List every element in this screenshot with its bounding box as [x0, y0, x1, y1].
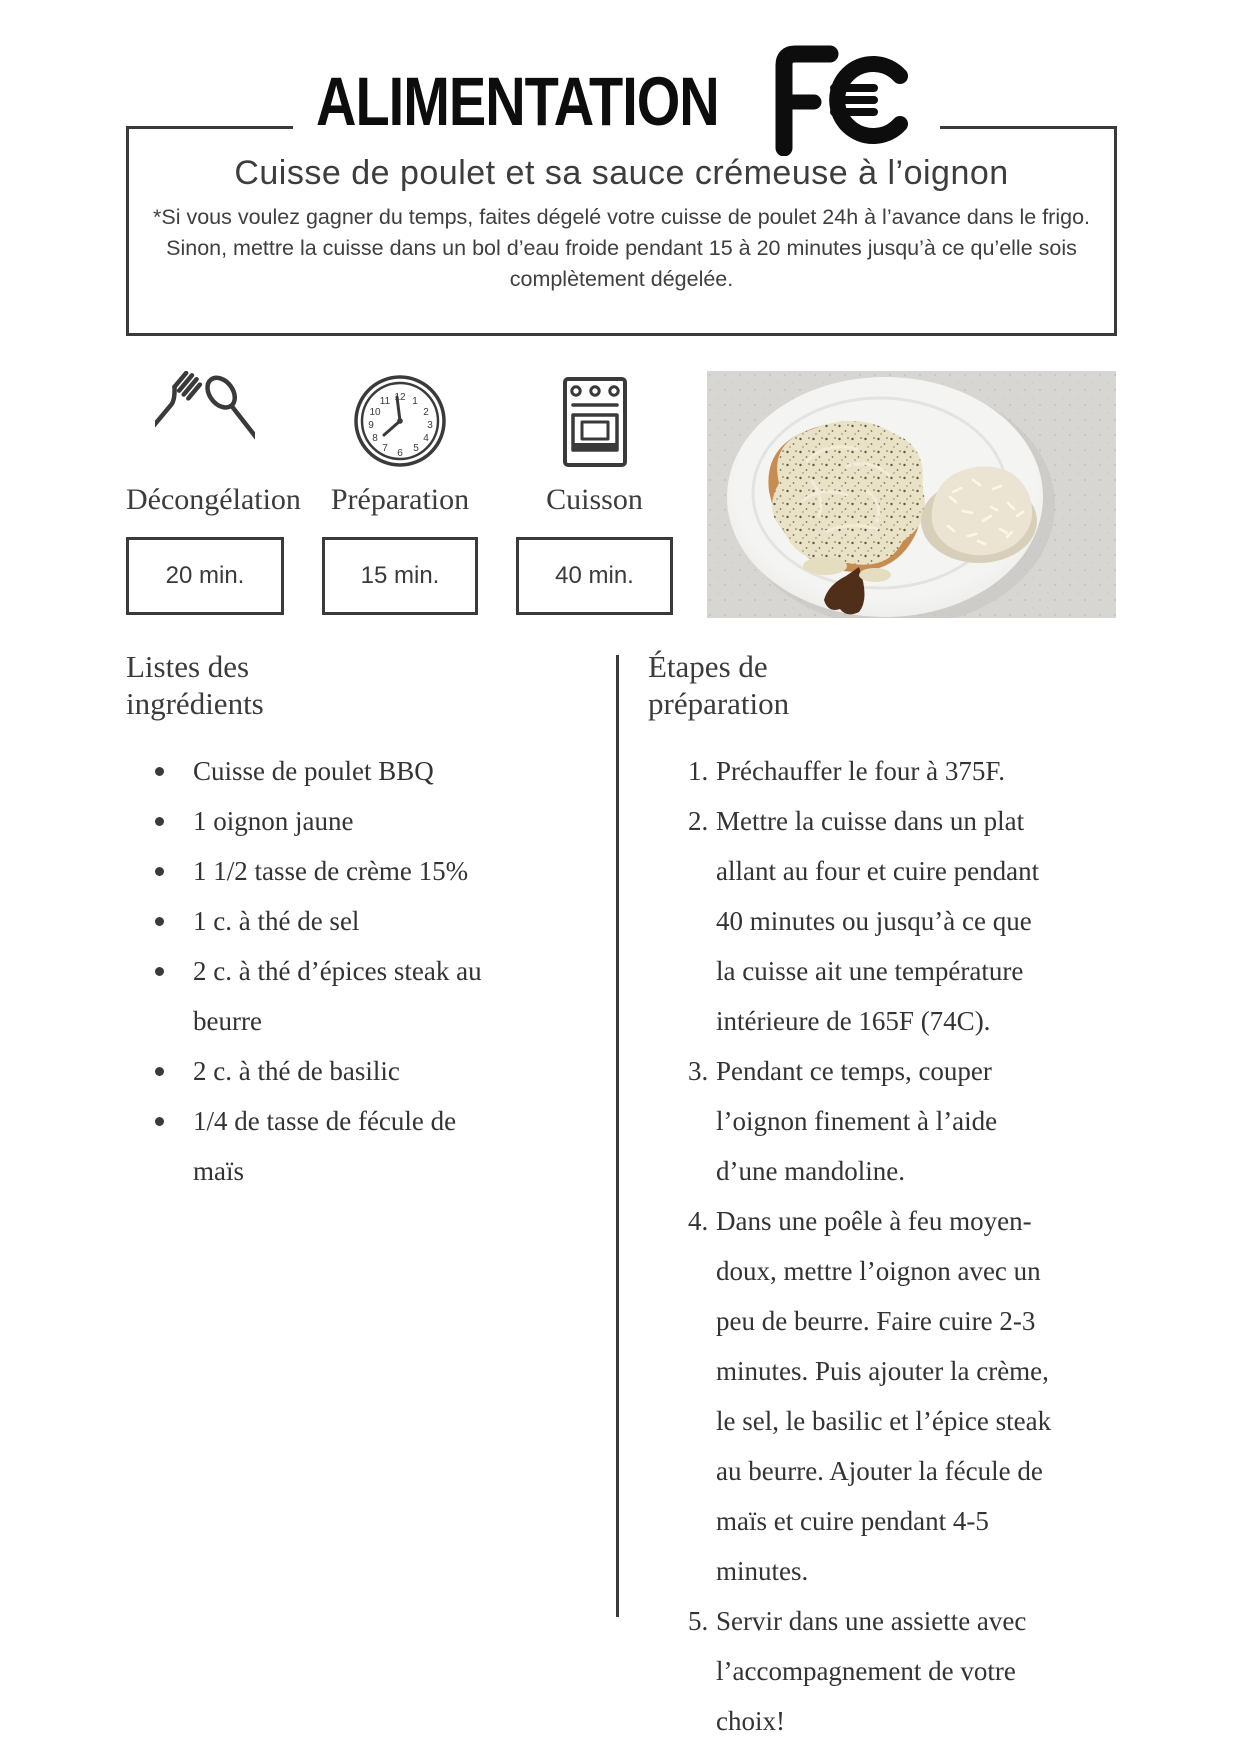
label-preparation: Préparation — [330, 483, 470, 516]
step-text: Pendant ce temps, couper l’oignon finement à l’aide d’une mandoline. — [716, 1056, 998, 1186]
svg-text:7: 7 — [382, 443, 388, 454]
ingredient-item — [152, 896, 504, 946]
svg-text:2: 2 — [423, 407, 429, 418]
dish-photo — [707, 371, 1116, 618]
step-number: 4. — [688, 1206, 709, 1236]
ingredient-text: 1/4 de tasse de fécule de maïs — [193, 1106, 457, 1186]
oven-icon — [516, 371, 673, 471]
ingredient-item — [152, 796, 504, 846]
steps-heading: Étapes de préparation — [648, 649, 790, 721]
label-cuisson: Cuisson — [546, 483, 643, 516]
svg-text:5: 5 — [413, 443, 419, 454]
time-box-cuisson — [516, 537, 673, 615]
column-divider — [616, 655, 619, 1617]
label-decongelation: Décongélation — [126, 483, 301, 516]
ingredient-text: Cuisse de poulet BBQ — [193, 756, 434, 786]
time-value: 20 min. — [165, 562, 245, 589]
svg-text:4: 4 — [423, 433, 429, 444]
ingredients-heading: Listes des ingrédients — [126, 649, 264, 721]
ingredient-item — [152, 1096, 504, 1196]
step-item — [688, 1046, 1056, 1196]
svg-text:10: 10 — [369, 407, 381, 418]
svg-text:6: 6 — [397, 448, 403, 459]
time-box-decongelation — [126, 537, 284, 615]
svg-text:9: 9 — [368, 420, 374, 431]
step-number: 3. — [688, 1056, 709, 1086]
ingredients-list — [152, 746, 504, 1196]
step-item — [688, 796, 1056, 1046]
brand-wordmark: ALIMENTATION — [316, 62, 719, 140]
svg-text:8: 8 — [372, 433, 378, 444]
clock-icon — [322, 371, 478, 471]
time-value: 40 min. — [555, 562, 634, 589]
steps-list — [688, 746, 1056, 1746]
time-box-preparation — [322, 537, 478, 615]
step-text: Servir dans une assiette avec l’accompagnement de votre choix! — [716, 1606, 1027, 1736]
step-text: Dans une poêle à feu moyen-doux, mettre l’oignon avec un peu de beurre. Faire cuire 2-3 minutes. Puis ajouter la crème, le sel, le basilic et l’épice steak au beurre. Ajouter la fécule de maïs et cuire pendant 4-5 minutes. — [716, 1206, 1052, 1586]
step-text: Mettre la cuisse dans un plat allant au four et cuire pendant 40 minutes ou jusqu’à ce que la cuisse ait une température intérieure de 165F (74C). — [716, 806, 1040, 1036]
info-column-decongelation — [126, 371, 301, 615]
step-number: 2. — [688, 806, 709, 836]
svg-text:1: 1 — [412, 396, 418, 407]
svg-text:3: 3 — [427, 420, 433, 431]
recipe-header-box — [126, 126, 1117, 336]
step-text: Préchauffer le four à 375F. — [716, 756, 1005, 786]
info-column-preparation — [322, 371, 478, 615]
step-number: 5. — [688, 1606, 709, 1636]
info-column-cuisson — [516, 371, 673, 615]
ingredient-text: 2 c. à thé d’épices steak au beurre — [193, 956, 482, 1036]
ingredient-text: 1 1/2 tasse de crème 15% — [193, 856, 469, 886]
ingredient-item — [152, 946, 504, 1046]
ingredient-item — [152, 846, 504, 896]
ingredient-text: 1 c. à thé de sel — [193, 906, 360, 936]
ingredient-item — [152, 1046, 504, 1096]
utensils-icon — [126, 371, 284, 471]
step-item — [688, 746, 1056, 796]
ingredient-text: 1 oignon jaune — [193, 806, 354, 836]
recipe-title: Cuisse de poulet et sa sauce crémeuse à l’oignon — [234, 154, 1009, 192]
svg-text:12: 12 — [394, 392, 406, 403]
step-item — [688, 1196, 1056, 1596]
time-value: 15 min. — [360, 562, 440, 589]
ingredient-text: 2 c. à thé de basilic — [193, 1056, 400, 1086]
step-number: 1. — [688, 756, 709, 786]
step-item — [688, 1596, 1056, 1746]
ingredient-item — [152, 746, 504, 796]
defrost-note: *Si vous voulez gagner du temps, faites dégelé votre cuisse de poulet 24h à l’avance dans le frigo. Sinon, mettre la cuisse dans un bol d’eau froide pendant 15 à 20 minutes jusqu’à ce qu’elle sois complètement dégelée. — [152, 205, 1091, 291]
svg-text:11: 11 — [379, 396, 391, 407]
